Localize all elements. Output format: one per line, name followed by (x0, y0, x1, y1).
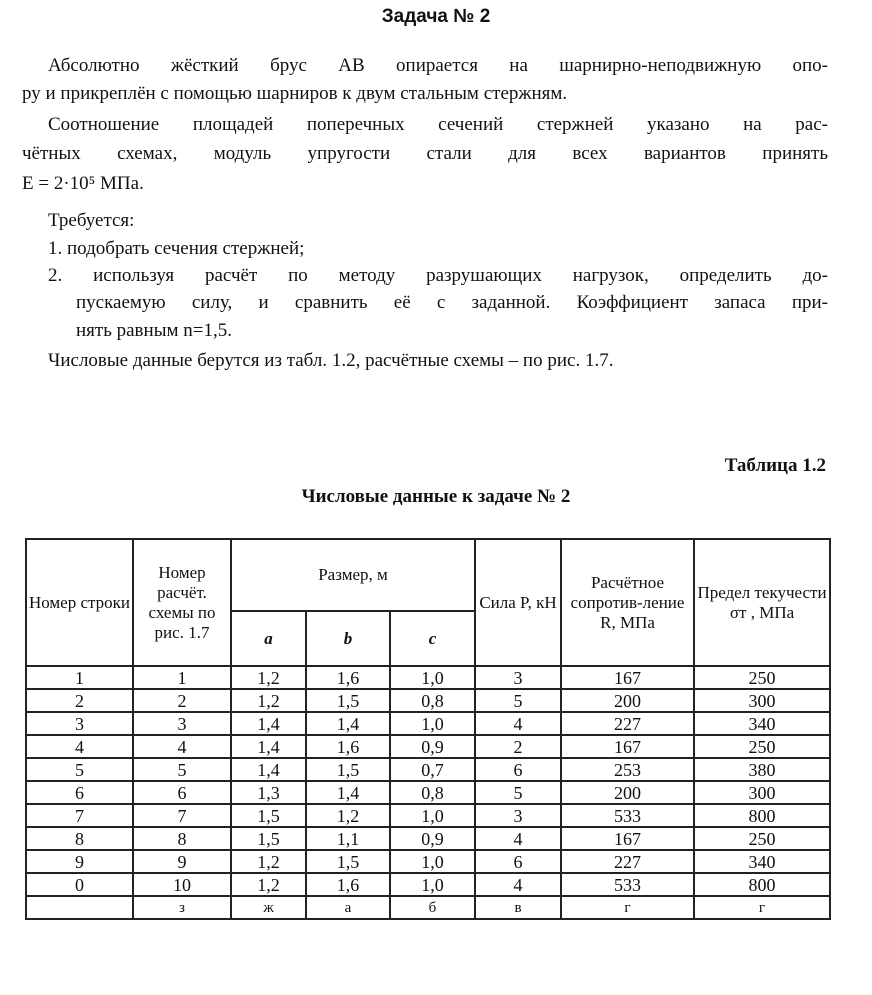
table-cell: 200 (561, 689, 694, 712)
text-line: 1. подобрать сечения стержней; (48, 238, 305, 259)
table-row (26, 827, 830, 850)
table-cell: 1,6 (306, 735, 390, 758)
text-line: Соотношение площадей поперечных сечений стержней указано на рас- (48, 114, 828, 135)
table-cell: 1,6 (306, 666, 390, 689)
text-line: чётных схемах, модуль упругости стали для всех вариантов принять (22, 143, 828, 164)
table-cell: 5 (475, 781, 561, 804)
table-cell: 1,5 (231, 804, 306, 827)
table-cell: 9 (133, 850, 231, 873)
table-cell: 1,2 (231, 689, 306, 712)
table-cell: 2 (26, 689, 133, 712)
table-row (26, 873, 830, 896)
table-row (26, 712, 830, 735)
table-cell: 1,2 (306, 804, 390, 827)
table-cell: 1,0 (390, 804, 475, 827)
table-cell: 0,9 (390, 735, 475, 758)
table-cell: 6 (475, 758, 561, 781)
table-cell: 2 (133, 689, 231, 712)
table-cell: а (306, 896, 390, 919)
table-cell: 0,9 (390, 827, 475, 850)
table-cell: 167 (561, 666, 694, 689)
table-cell: 1,6 (306, 873, 390, 896)
table-cell: 8 (133, 827, 231, 850)
table-cell: 3 (133, 712, 231, 735)
header-c: c (390, 611, 475, 666)
table-cell: 250 (694, 735, 830, 758)
table-cell: 800 (694, 804, 830, 827)
table-cell: 7 (26, 804, 133, 827)
text-line: E = 2·10⁵ МПа. (22, 173, 144, 194)
table-cell: 1 (133, 666, 231, 689)
text-line: Требуется: (48, 210, 135, 231)
table-cell: 1 (26, 666, 133, 689)
table-cell: 1,2 (231, 666, 306, 689)
table-cell: 4 (475, 827, 561, 850)
table-cell: 7 (133, 804, 231, 827)
table-cell: ж (231, 896, 306, 919)
table-cell: 380 (694, 758, 830, 781)
table-cell: 340 (694, 712, 830, 735)
table-cell: 1,0 (390, 666, 475, 689)
table-cell: 1,4 (231, 712, 306, 735)
header-b: b (306, 611, 390, 666)
table-cell: 0,8 (390, 781, 475, 804)
table-cell: г (561, 896, 694, 919)
table-cell: в (475, 896, 561, 919)
table-cell: 800 (694, 873, 830, 896)
table-cell: 1,3 (231, 781, 306, 804)
table-cell: 2 (475, 735, 561, 758)
table-cell: 4 (133, 735, 231, 758)
table-cell: 1,0 (390, 850, 475, 873)
table-cell: 8 (26, 827, 133, 850)
table-number: Таблица 1.2 (724, 455, 826, 476)
table-cell: 253 (561, 758, 694, 781)
table-cell: 6 (475, 850, 561, 873)
header-size: Размер, м (231, 539, 475, 611)
header-row-number: Номер строки (26, 539, 133, 666)
table-cell: 1,0 (390, 712, 475, 735)
table-row (26, 804, 830, 827)
text-line: пускаемую силу, и сравнить её с заданной. Коэффициент запаса при- (76, 292, 828, 313)
table-cell: 167 (561, 827, 694, 850)
table-cell: 5 (26, 758, 133, 781)
table-cell: 1,4 (306, 781, 390, 804)
table-cell: 533 (561, 804, 694, 827)
table-cell: 3 (475, 666, 561, 689)
table-cell: 6 (26, 781, 133, 804)
table-cell: 1,2 (231, 850, 306, 873)
text-line: ру и прикреплён с помощью шарниров к двум стальным стержням. (22, 83, 568, 104)
table-cell: 227 (561, 850, 694, 873)
table-cell: 6 (133, 781, 231, 804)
table-cell: 227 (561, 712, 694, 735)
header-resistance: Расчётное сопротив-ление R, МПа (561, 539, 694, 666)
table-cell: 1,5 (306, 850, 390, 873)
text-line: Числовые данные берутся из табл. 1.2, расчётные схемы – по рис. 1.7. (48, 350, 614, 371)
table-cell: 1,2 (231, 873, 306, 896)
table-cell: г (694, 896, 830, 919)
table-cell: 1,5 (306, 689, 390, 712)
table-row (26, 896, 830, 919)
header-force: Сила P, кН (475, 539, 561, 666)
header-a: a (231, 611, 306, 666)
table-row (26, 666, 830, 689)
table-cell: 1,1 (306, 827, 390, 850)
table-title: Числовые данные к задаче № 2 (301, 486, 571, 507)
table-cell: з (133, 896, 231, 919)
table-cell: 200 (561, 781, 694, 804)
text-line: 2. используя расчёт по методу разрушающих нагрузок, определить до- (48, 265, 828, 286)
table-cell: б (390, 896, 475, 919)
table-row (26, 689, 830, 712)
table-cell: 4 (475, 873, 561, 896)
table-row (26, 781, 830, 804)
data-table (25, 538, 831, 920)
table-cell: 1,5 (306, 758, 390, 781)
table-cell: 533 (561, 873, 694, 896)
table-cell: 300 (694, 689, 830, 712)
table-cell: 3 (26, 712, 133, 735)
table-cell: 10 (133, 873, 231, 896)
table-cell: 0,7 (390, 758, 475, 781)
table-cell: 0,8 (390, 689, 475, 712)
table-cell: 1,4 (231, 735, 306, 758)
table-row (26, 758, 830, 781)
text-line: Абсолютно жёсткий брус AB опирается на шарнирно-неподвижную опо- (48, 55, 828, 76)
header-yield: Предел текучести σт , МПа (694, 539, 830, 666)
table-row (26, 735, 830, 758)
task-title: Задача № 2 (381, 6, 491, 27)
table-cell: 1,4 (231, 758, 306, 781)
header-scheme: Номер расчёт. схемы по рис. 1.7 (133, 539, 231, 666)
table-cell: 167 (561, 735, 694, 758)
table-cell: 5 (133, 758, 231, 781)
table-cell: 300 (694, 781, 830, 804)
table-cell: 1,0 (390, 873, 475, 896)
text-line: нять равным n=1,5. (76, 320, 232, 341)
table-row (26, 850, 830, 873)
table-cell: 3 (475, 804, 561, 827)
table-cell: 0 (26, 873, 133, 896)
table-cell: 4 (26, 735, 133, 758)
table-cell: 9 (26, 850, 133, 873)
table-cell: 5 (475, 689, 561, 712)
table-cell: 1,4 (306, 712, 390, 735)
table-cell: 1,5 (231, 827, 306, 850)
table-cell: 4 (475, 712, 561, 735)
table-cell: 250 (694, 827, 830, 850)
table-cell: 250 (694, 666, 830, 689)
table-cell (26, 896, 133, 919)
table-cell: 340 (694, 850, 830, 873)
